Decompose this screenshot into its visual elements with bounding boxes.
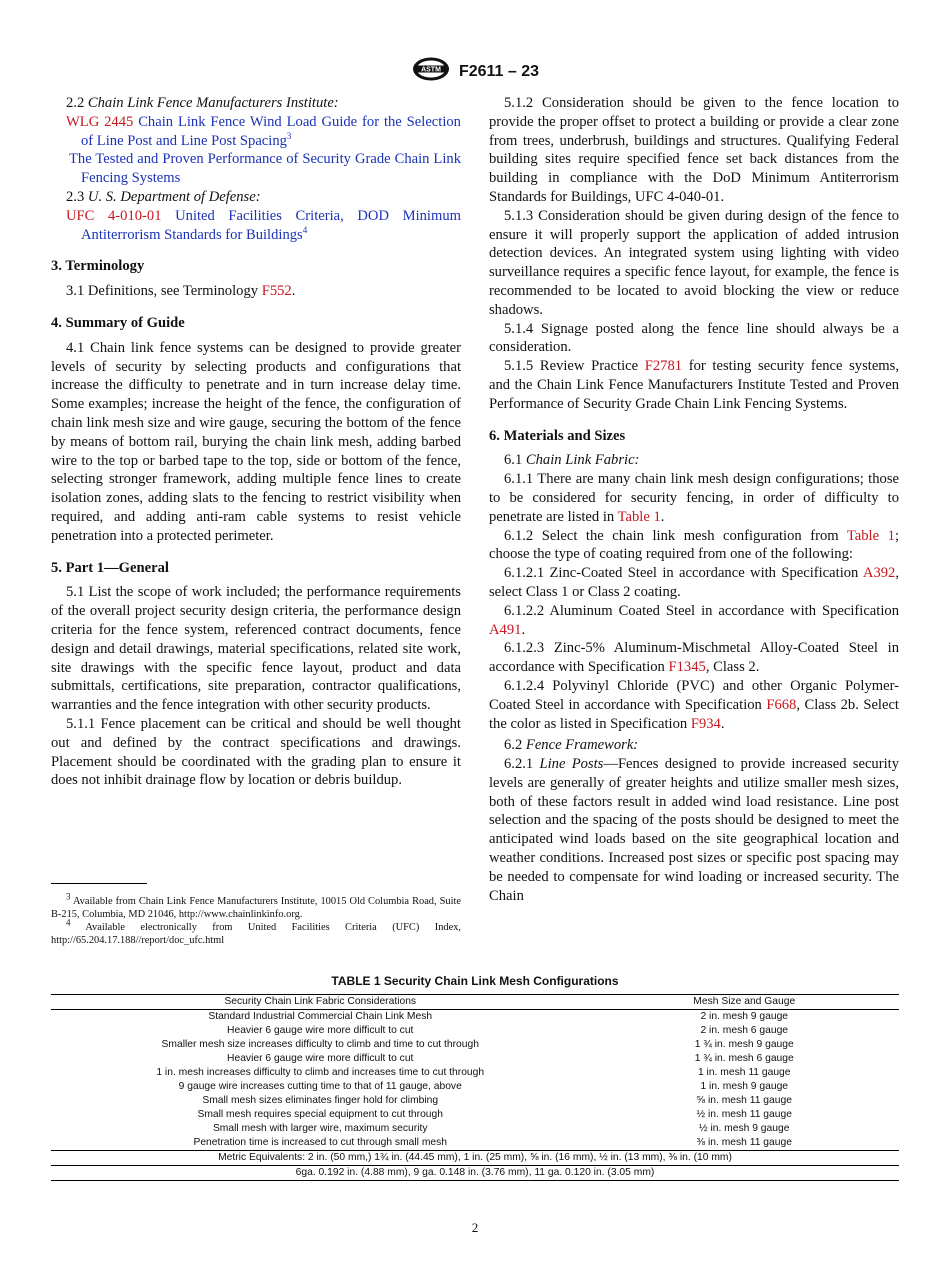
footnote-3: $^3$ Available from Chain Link Fence Manufacturers Institute, 10015 Old Columbia Road, Suite B-215, Columbia, MD 21046, http://www.chainlinkinfo.org. <box>51 891 461 920</box>
metric-equivalents: Metric Equivalents: 2 in. (50 mm,) 1¾ in. (44.45 mm), 1 in. (25 mm), ⅝ in. (16 mm), ½ in. (13 mm), ⅜ in. (10 mm) <box>51 1151 899 1166</box>
astm-logo-icon <box>411 56 451 87</box>
consideration-cell: Small mesh requires special equipment to cut through <box>197 1109 443 1120</box>
link-table-1[interactable]: Table 1 <box>846 527 895 544</box>
table-row <box>51 1024 899 1038</box>
link-f1345[interactable]: F1345 <box>668 659 706 676</box>
footnote-marker: 3 <box>286 130 292 141</box>
page-number: 2 <box>471 1220 479 1235</box>
paragraph-6-2: 6.2 Fence Framework: <box>504 737 639 754</box>
paragraph-6-2-1: 6.2.1 Line Posts—Fences designed to provide increased security levels are generally of greater heights and utilize smaller mesh sizes, both of these factors result in added wind load resistance. Line post selection and the spacing of the posts should be designed to meet the anticipated wind loads based on the site geographical location and weather conditions. Increased post sizes or specific post spacing may be needed to compensate for wind loading or increased security. The Chain <box>489 756 899 904</box>
section-2-3 <box>51 188 461 207</box>
link-table-1[interactable]: Table 1 <box>617 508 661 525</box>
mesh-size-cell: ½ in. mesh 11 gauge <box>696 1109 792 1120</box>
mesh-size-cell: 2 in. mesh 9 gauge <box>700 1011 789 1022</box>
right-column <box>489 94 899 905</box>
consideration-cell: Penetration time is increased to cut through small mesh <box>193 1137 447 1148</box>
paragraph-5-1-4: 5.1.4 Signage posted along the fence line should always be a consideration. <box>489 320 899 356</box>
table-row <box>51 1136 899 1151</box>
paragraph-3-1: 3.1 Definitions, see Terminology F552. <box>66 283 296 300</box>
heading-summary-of-guide: 4. Summary of Guide <box>51 314 185 331</box>
table-row <box>51 1122 899 1136</box>
reference-title-link[interactable]: The Tested and Proven Performance of Security Grade Chain Link Fencing Systems <box>69 151 461 187</box>
column-header-mesh-size: Mesh Size and Gauge <box>693 996 796 1007</box>
table-row <box>51 1066 899 1080</box>
paragraph-6-1-2-3: 6.1.2.3 Zinc-5% Aluminum-Mischmetal Alloy-Coated Steel in accordance with Specification F1345, Class 2. <box>489 640 899 676</box>
paragraph-6-1: 6.1 Chain Link Fabric: <box>504 452 640 469</box>
table-footer-metric <box>51 1151 899 1166</box>
astm-logo-text: ASTM <box>421 66 441 74</box>
paragraph-5-1-1: 5.1.1 Fence placement can be critical and should be well thought out and defined by the contract specifications and drawings. Placement should be coordinated with the grading plan to ensure it does not inhibit drainage flow by location or debris buildup. <box>51 715 461 789</box>
link-f668[interactable]: F668 <box>766 696 797 713</box>
link-f552[interactable]: F552 <box>261 283 292 300</box>
section-number: 2.3 <box>66 188 85 205</box>
table-body <box>51 1010 899 1151</box>
paragraph-5-1-5: 5.1.5 Review Practice F2781 for testing security fence systems, and the Chain Link Fence Manufacturers Institute Tested and Proven Performance of Security Grade Chain Link Fencing Systems. <box>489 358 899 412</box>
section-title: Chain Link Fence Manufacturers Institute: <box>87 95 339 111</box>
reference-ufc-4-010-01[interactable] <box>51 207 461 245</box>
paragraph-6-1-2-2: 6.1.2.2 Aluminum Coated Steel in accordance with Specification A491. <box>489 602 899 638</box>
reference-tested-proven[interactable] <box>51 150 461 188</box>
standard-code: F2611 – 23 <box>458 62 540 80</box>
reference-code-link[interactable]: UFC 4-010-01 <box>66 207 162 224</box>
paragraph-6-1-2-1: 6.1.2.1 Zinc-Coated Steel in accordance with Specification A392, select Class 1 or Class 2 coating. <box>489 565 899 600</box>
heading-terminology: 3. Terminology <box>51 258 145 275</box>
mesh-configurations-table <box>51 994 899 1181</box>
mesh-size-cell: 1 in. mesh 11 gauge <box>697 1067 791 1078</box>
paragraph-6-1-1: 6.1.1 There are many chain link mesh design configurations; those to be considered for security fencing, in order of difficulty to penetrate are listed in Table 1. <box>489 471 899 525</box>
footnote-divider <box>51 883 147 884</box>
consideration-cell: Small mesh sizes eliminates finger hold for climbing <box>202 1095 439 1106</box>
paragraph-4-1: 4.1 Chain link fence systems can be designed to provide greater levels of security by selecting products and configurations that increase the difficulty to penetrate and in turn increase delay time. Some examples; increase the height of the fence, the configuration of chain link mesh size and wire gauge, securing the bottom of the fence by means of bottom rail, burying the chain link mesh, adding barbed wire to the top or barbed tape to the top, side or bottom of the fence, selecting stronger framework, adding multiple fence lines to create isolation zones, adding slats to the fencing to restrict visibility when required, and adding anti-ram cable systems to resist vehicle penetration into a protected perimeter. <box>51 339 461 544</box>
mesh-size-cell: ⅝ in. mesh 11 gauge <box>696 1095 792 1106</box>
heading-materials-and-sizes: 6. Materials and Sizes <box>489 427 626 444</box>
consideration-cell: Small mesh with larger wire, maximum security <box>212 1123 428 1134</box>
table-header-row <box>51 995 899 1010</box>
consideration-cell: Heavier 6 gauge wire more difficult to cut <box>227 1053 414 1064</box>
link-f2781[interactable]: F2781 <box>644 358 683 375</box>
section-2-2 <box>51 94 461 113</box>
table-row <box>51 1108 899 1122</box>
reference-title-link[interactable]: Chain Link Fence Wind Load Guide for the Selection of Line Post and Line Post Spacing <box>81 113 461 149</box>
consideration-cell: 9 gauge wire increases cutting time to that of 11 gauge, above <box>178 1081 462 1092</box>
table-row <box>51 1038 899 1052</box>
paragraph-6-1-2: 6.1.2 Select the chain link mesh configuration from Table 1; choose the type of coating required from one of the following: <box>489 527 899 563</box>
paragraph-5-1: 5.1 List the scope of work included; the performance requirements of the overall project security design criteria, the performance design criteria for the fence system, referenced contract documents, fence design and detail drawings, material specifications, related site work, site drawings with the specific fence layout, product and data submittals, certifications, site preparation, contractor qualifications, warranties and the fence integration with other security products. <box>51 584 461 714</box>
footnote-marker: 4 <box>302 224 308 235</box>
reference-code-link[interactable]: WLG 2445 <box>66 113 134 130</box>
table-footer-gauges <box>51 1166 899 1181</box>
table-row <box>51 1010 899 1025</box>
reference-title-link[interactable]: United Facilities Criteria, DOD Minimum Antiterrorism Standards for Buildings <box>81 207 461 243</box>
paragraph-5-1-2: 5.1.2 Consideration should be given to the fence location to provide the proper offset to protect a building or provide a clear zone from trees, underbrush, buildings and structures. Qualifying Federal building sites require specified fence set back distances from the building in compliance with the DoD Minimum Antiterrorism Standards for Buildings, UFC 4-040-01. <box>489 95 899 205</box>
table-row <box>51 1052 899 1066</box>
heading-part-1-general: 5. Part 1—General <box>51 559 169 576</box>
paragraph-5-1-3: 5.1.3 Consideration should be given during design of the fence to ensure it will properly support the application of added intrusion detection devices. An integrated system using lighting with video surveillance requires a specific fence layout, for example, the fence is recommended to be located to avoid blocking the view or reduce shadows. <box>489 207 899 318</box>
section-number: 2.2 <box>66 95 85 111</box>
consideration-cell: Standard Industrial Commercial Chain Link Mesh <box>208 1011 433 1022</box>
link-a491[interactable]: A491 <box>489 621 522 638</box>
mesh-size-cell: ⅜ in. mesh 11 gauge <box>696 1137 792 1148</box>
column-header-considerations: Security Chain Link Fabric Considerations <box>224 996 417 1007</box>
mesh-size-cell: 2 in. mesh 6 gauge <box>700 1025 789 1036</box>
table-title: TABLE 1 Security Chain Link Mesh Configurations <box>331 974 619 988</box>
table-1 <box>51 974 899 1181</box>
table-row <box>51 1094 899 1108</box>
left-column <box>51 94 461 790</box>
reference-wlg-2445[interactable] <box>51 113 461 151</box>
paragraph-6-1-2-4: 6.1.2.4 Polyvinyl Chloride (PVC) and other Organic Polymer-Coated Steel in accordance with Specification F668, Class 2b. Select the color as listed in Specification F934. <box>489 677 899 732</box>
section-title: U. S. Department of Defense: <box>87 188 261 205</box>
page-header <box>0 56 950 87</box>
mesh-size-cell: ½ in. mesh 9 gauge <box>699 1123 790 1134</box>
footnote-4: $^4$ Available electronically from United Facilities Criteria (UFC) Index, http://65.204.17.188//report/doc_ufc.html <box>51 917 461 946</box>
mesh-size-cell: 1 ¾ in. mesh 6 gauge <box>694 1053 794 1064</box>
link-f934[interactable]: F934 <box>690 715 721 732</box>
consideration-cell: Heavier 6 gauge wire more difficult to cut <box>227 1025 414 1036</box>
link-a392[interactable]: A392 <box>862 565 896 582</box>
footnotes <box>51 883 461 947</box>
gauge-equivalents: 6ga. 0.192 in. (4.88 mm), 9 ga. 0.148 in. (3.76 mm), 11 ga. 0.120 in. (3.05 mm) <box>51 1166 899 1181</box>
table-row <box>51 1080 899 1094</box>
mesh-size-cell: 1 ¾ in. mesh 9 gauge <box>694 1039 794 1050</box>
consideration-cell: Smaller mesh size increases difficulty to climb and time to cut through <box>161 1039 479 1050</box>
mesh-size-cell: 1 in. mesh 9 gauge <box>700 1081 789 1092</box>
consideration-cell: 1 in. mesh increases difficulty to climb and increases time to cut through <box>156 1067 485 1078</box>
